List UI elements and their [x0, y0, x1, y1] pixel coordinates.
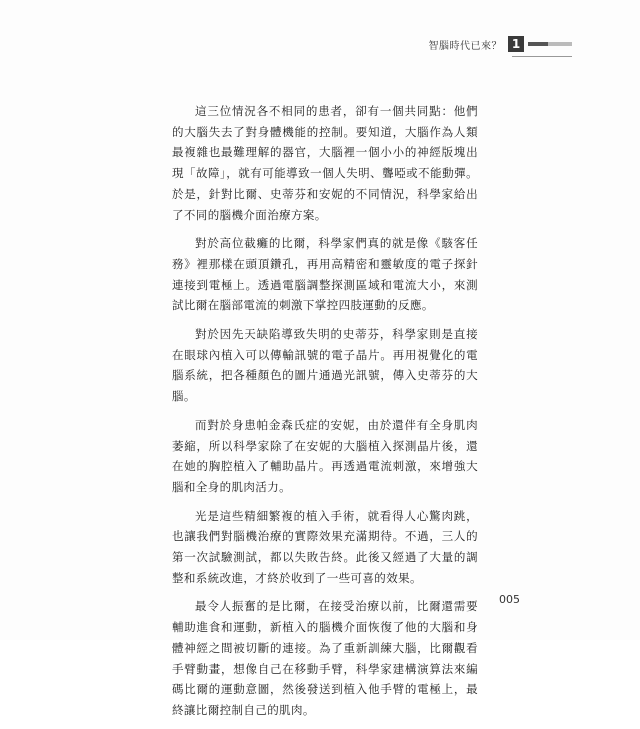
body-text	[172, 101, 478, 729]
page-number: 005	[499, 593, 520, 606]
paragraph-1: 這三位情況各不相同的患者，卻有一個共同點：他們的大腦失去了對身體機能的控制。要知道，大腦作為人類最複雜也最難理解的器官，大腦裡一個小小的神經版塊出現「故障」，就有可能導致一個人失明、聾啞或不能動彈。於是，針對比爾、史蒂芬和安妮的不同情況，科學家給出了不同的腦機介面治療方案。	[172, 104, 478, 222]
header-rule	[512, 56, 572, 57]
paragraph-3: 對於因先天缺陷導致失明的史蒂芬，科學家則是直接在眼球內植入可以傳輸訊號的電子晶片。再用視覺化的電腦系統，把各種顏色的圖片通過光訊號，傳入史蒂芬的大腦。	[172, 327, 478, 404]
paragraph-2: 對於高位截癱的比爾，科學家們真的就是像《駭客任務》裡那樣在頭頂鑽孔，再用高精密和靈敏度的電子探針連接到電極上。透過電腦調整探測區域和電流大小，來測試比爾在腦部電流的刺激下掌控四肢運動的反應。	[172, 236, 478, 313]
paragraph-6: 最令人振奮的是比爾，在接受治療以前，比爾還需要輔助進食和運動，新植入的腦機介面恢復了他的大腦和身體神經之間被切斷的連接。為了重新訓練大腦，比爾觀看手臂動畫，想像自己在移動手臂，科學家建構演算法來編碼比爾的運動意圖，然後發送到植入他手臂的電極上，最終讓比爾控制自己的肌肉。	[172, 599, 478, 717]
chapter-number-badge: 1	[508, 36, 524, 52]
running-header	[429, 36, 573, 52]
header-decoration-bar	[528, 42, 572, 46]
paragraph-5: 光是這些精細繁複的植入手術，就看得人心驚肉跳，也讓我們對腦機治療的實際效果充滿期待。不過，三人的第一次試驗測試，都以失敗告終。此後又經過了大量的調整和系統改進，才終於收到了一些可喜的效果。	[172, 508, 478, 585]
chapter-title: 智腦時代已來？	[428, 40, 502, 52]
paragraph-4: 而對於身患帕金森氏症的安妮，由於還伴有全身肌肉萎縮，所以科學家除了在安妮的大腦植入探測晶片後，還在她的胸腔植入了輔助晶片。再透過電流刺激，來增強大腦和全身的肌肉活力。	[172, 417, 478, 494]
